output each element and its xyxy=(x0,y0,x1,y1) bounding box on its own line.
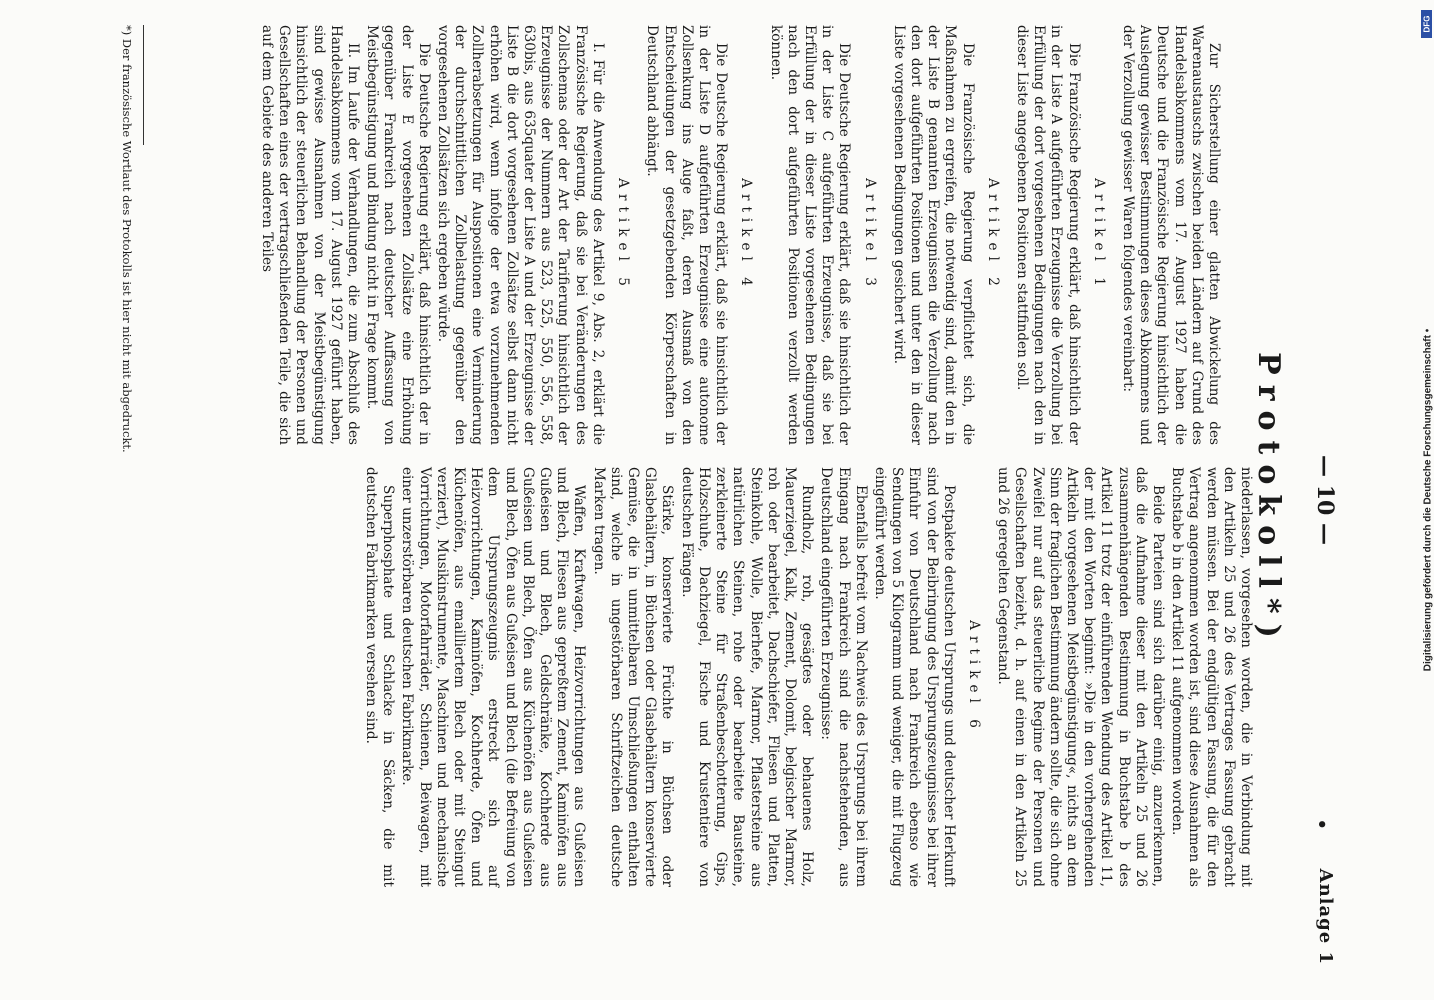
continuation-paragraph: niederlassen, vorgesehen worden, die in Verbindung mit den Artikeln 25 und 26 des Vertrages Fassung gebracht werden müssen. Bei der endgültigen Fassung, die für den Vertrag angenommen worden ist, sind diese Ausnahmen als Buchstabe b in den Artikel 11 aufgenommen worden. xyxy=(1169,467,1254,887)
article-6-text-6: Superphosphate und Schlacke in Säcken, die mit deutschen Fabrikmarken versehen sind. xyxy=(363,467,397,887)
article-2-heading: Artikel 2 xyxy=(984,178,1001,292)
article-6-text-4: Stärke, konservierte Früchte in Büchsen oder Glasbehältern, in Büchsen oder Glasbehältern konservierte Gemüse, die in unmittelbaren Umschließungen enthalten sind, welche in ungestörbaren Schriftzeichen deutsche Marken tragen. xyxy=(590,467,676,887)
footnote: *) Der französische Wortlaut des Protokolls ist hier nicht mit abgedruckt. xyxy=(120,25,134,453)
document-title: Protokoll*) xyxy=(1251,352,1286,648)
article-4-text: Die Deutsche Regierung erklärt, daß sie hinsichtlich der in der Liste D aufgeführten Erzeugnisse eine autonome Zollsenkung ins Auge faßt, deren Ausmaß von den Entscheidungen der gesetzgebenden Körperschaften in Deutschland abhängt. xyxy=(644,25,730,445)
digitization-notice-text: Digitalisierung gefördert durch die Deutsche Forschungsgemeinschaft • xyxy=(1422,328,1434,672)
header-dot: • xyxy=(1311,818,1332,830)
article-6-text-3: Rundholz, roh, gesägtes oder behauenes Holz, Mauerziegel, Kalk, Zement, Dolomit, belgischer Marmor, roh oder bearbeitet, Dachschiefer, Fliesen und Platten, Steinkohle, Wolle, Bierhefe, Marmor, Pflastersteine aus natürlichen Steinen, rohe oder bearbeitete Bausteine, zerkleinerte Steine für Straßenbeschotterung, Gips, Holzschuhe, Dachziegel, Fische und Krustentiere von deutschen Fängen. xyxy=(678,467,816,887)
dfg-logo-text: DFG xyxy=(1422,15,1431,33)
article-1-heading: Artikel 1 xyxy=(1090,178,1107,292)
footnote-rule xyxy=(143,25,144,145)
page-header xyxy=(1298,5,1338,995)
article-6-text-2: Ebenfalls befreit vom Nachweis des Ursprungs bei ihrem Eingang nach Frankreich sind die nachstehenden, aus Deutschland eingeführten Erzeugnisse: xyxy=(818,467,869,887)
article-3-text: Die Deutsche Regierung erklärt, daß sie hinsichtlich der in der Liste C aufgeführten Erzeugnisse, daß sie bei Erfüllung der in dieser Liste vorgesehenen Bedingungen nach den dort aufgeführten Positionen verzollt werden können. xyxy=(767,25,853,445)
left-column xyxy=(256,25,1222,445)
intro-paragraph: Zur Sicherstellung einer glatten Abwickelung des Warenaustauschs zwischen beiden Ländern auf Grund des Handelsabkommens vom 17. August 1927 haben die Deutsche und die Französische Regierung hinsichtlich der Auslegung gewisser Bestimmungen dieses Abkommens und der Verzollung gewisser Waren folgendes vereinbart: xyxy=(1119,25,1222,445)
digitization-notice xyxy=(1421,10,1434,990)
article-1-text: Die Französische Regierung erklärt, daß hinsichtlich der in der Liste A aufgeführten Erzeugnisse die Verzollung bei Erfüllung der dort vorgesehenen Bedingungen nach den in dieser Liste angegebenen Positionen stattfinden soll. xyxy=(1013,25,1082,445)
article-6-text-5: Waffen, Kraftwagen, Heizvorrichtungen aus Gußeisen und Blech, Fliesen aus gepreßtem Zement, Kaminöfen aus Gußeisen und Blech, Geldschränke, Kochherde aus Gußeisen und Blech, Öfen aus Küchenöfen aus Gußeisen und Blech, Öfen aus Gußeisen und Blech (die Befreiung von dem Ursprungszeugnis erstreckt sich auf Heizvorrichtungen, Kaminöfen, Kochherde, Öfen und Küchenöfen, aus emailliertem Blech oder mit Steingut verziert), Musikinstrumente, Maschinen und mechanische Vorrichtungen, Motorfahrräder, Schienen, Beiwagen, mit einer unzerstörbaren deutschen Fabrikmarke. xyxy=(399,467,588,887)
article-3-heading: Artikel 3 xyxy=(861,178,878,292)
article-6-heading: Artikel 6 xyxy=(965,620,982,734)
rotated-page-content xyxy=(52,5,1382,995)
article-5-text-1: I. Für die Anwendung des Artikel 9, Abs. 2, erklärt die Französische Regierung, daß sie bei Veränderungen des Zollschemas oder der Art der Tarifierung hinsichtlich der Erzeugnisse der Nummern aus 523, 525, 550, 556, 558, 630bis, aus 635quater der Liste A und der Erzeugnisse der Liste B die dort vorgesehenen Zollsätze selbst dann nicht erhöhen wird, wenn infolge der etwa vorzunehmenden Zollherabsetzungen für Auspositionen eine Verminderung der durchschnittlichen Zollbelastung gegenüber den vorgesehenen Zollsätzen sich ergeben würde. xyxy=(435,25,606,445)
anlage-label: Anlage 1 xyxy=(1315,868,1336,965)
article-5-text-2: Die Deutsche Regierung erklärt, daß hinsichtlich der in der Liste E vorgesehenen Zollsätze eine Erhöhung gegenüber Frankreich nach deutscher Auffassung von Meistbegünstigung und Bindung nicht in Frage kommt. xyxy=(364,25,432,445)
article-5-text-3: II. Im Laufe der Verhandlungen, die zum Abschluß des Handelsabkommens vom 17. August 1927 geführt haben, sind gewisse Ausnahmen von der Meistbegünstigung hinsichtlich der steuerlichen Behandlung der Personen und Gesellschaften eines der vertragschließenden Teile, die sich auf dem Gebiete des anderen Teiles xyxy=(259,25,362,445)
article-2-text: Die Französische Regierung verpflichtet sich, die Maßnahmen zu ergreifen, die notwendig sind, damit den in der Liste B genannten Erzeugnissen die Verzollung nach den dort aufgeführten Positionen und unter den in dieser Liste vorgesehenen Bedingungen gesichert wird. xyxy=(890,25,976,445)
article-4-heading: Artikel 4 xyxy=(738,178,755,292)
article-6-text-1: Postpakete deutschen Ursprungs und deutscher Herkunft sind von der Beibringung des Ursprungszeugnisses bei ihrer Einfuhr von Deutschland nach Frankreich ebenso wie Sendungen von 5 Kilogramm und weniger, die mit Flugzeug eingeführt werden. xyxy=(871,467,957,887)
page-number: — 10 — xyxy=(1312,455,1338,545)
article-5-heading: Artikel 5 xyxy=(615,178,632,292)
dfg-logo xyxy=(1421,10,1432,38)
right-column xyxy=(360,467,1254,887)
parties-paragraph: Beide Parteien sind sich darüber einig, anzuerkennen, daß die Aufnahme dieser mit den Artikeln 25 und 26 zusammenhängenden Bestimmung in Buchstabe b des Artikel 11 trotz der einführenden Wendung des Artikel 11, der mit den Worten beginnt: »Die in den vorhergehenden Artikeln vorgesehenen Meistbegünstigung«, nichts an dem Sinn der fraglichen Bestimmung ändern sollte, die sich ohne Zweifel nur auf das steuerliche Regime der Personen und Gesellschaften bezieht, d. h. auf einen in den Artikeln 25 und 26 geregelten Gegenstand. xyxy=(995,467,1166,887)
